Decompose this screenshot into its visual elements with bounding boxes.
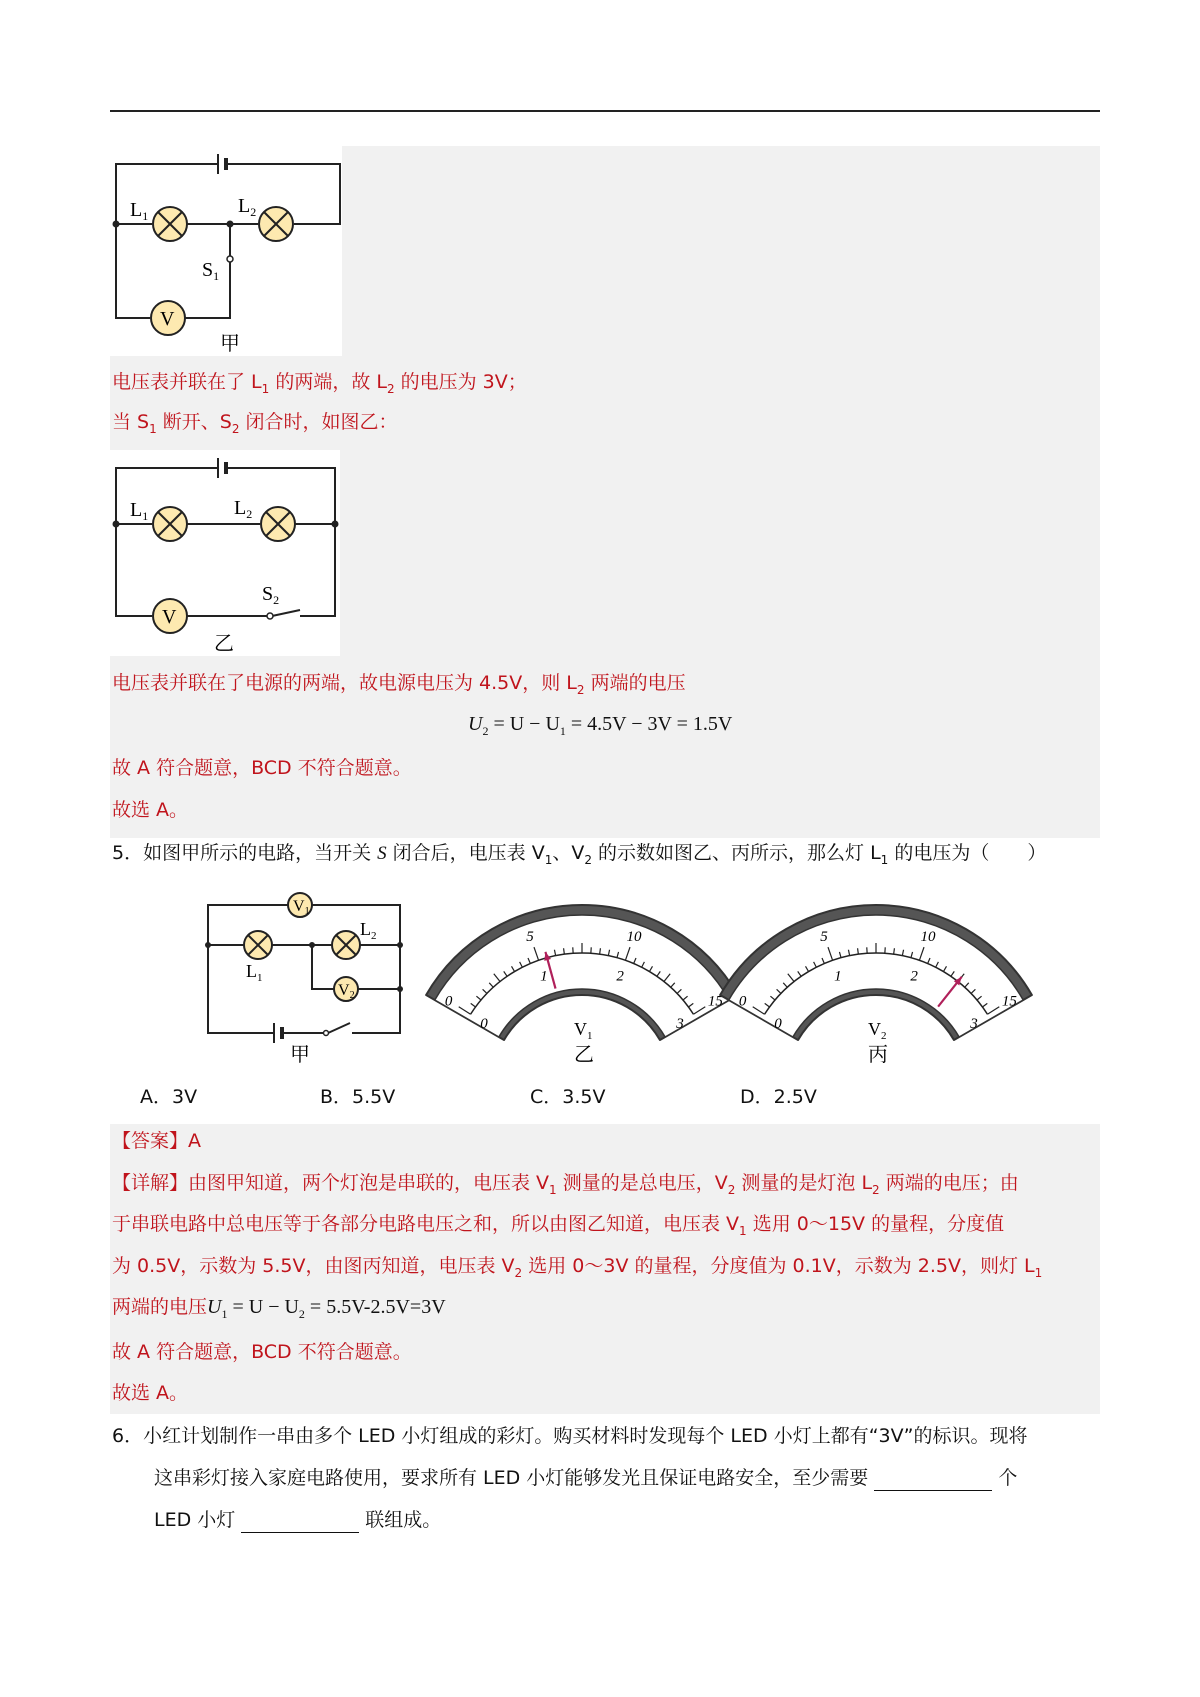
figure-yi-circuit bbox=[110, 450, 340, 656]
q6-line-2: 这串彩灯接入家庭电路使用，要求所有 LED 小灯能够发光且保证电路安全，至少需要 个 bbox=[154, 1467, 1018, 1489]
solution-line-5: 故选 A。 bbox=[112, 799, 189, 821]
solution-line-4: 故 A 符合题意，BCD 不符合题意。 bbox=[112, 757, 412, 779]
meter-v2-tick bbox=[894, 948, 895, 954]
meter-v2-outer-label: 0 bbox=[738, 993, 747, 1010]
meter-v1-inner-label: 0 bbox=[480, 1015, 488, 1032]
solution-line-1: 电压表并联在了 $L_1$ 的两端，故 $L_2$ 的电压为 3V； bbox=[112, 371, 527, 396]
q5-option-b[interactable]: B．5.5V bbox=[320, 1086, 396, 1108]
q5-detail-line-4: 两端的电压$U_1 = U - U_2 = 5.5V-2.5V=3V$ bbox=[112, 1296, 446, 1321]
q5-stem: 5．如图甲所示的电路，当开关 S 闭合后，电压表 $V_1$、$V_2$ 的示数如图乙、丙所示，那么灯 $L_1$ 的电压为（ ） bbox=[112, 842, 1047, 867]
voltmeter-v1-dial bbox=[444, 885, 723, 1066]
q6-blank-connection[interactable] bbox=[241, 1512, 359, 1533]
q5-l2-label: $L_2$ bbox=[360, 919, 377, 942]
q5-yi-caption: 乙 bbox=[574, 1044, 594, 1066]
meter-v1-tick bbox=[564, 948, 565, 954]
q5-bing-caption: 丙 bbox=[868, 1044, 888, 1066]
jia-s1-label: $S_1$ bbox=[202, 259, 220, 283]
q5-answer: 【答案】A bbox=[112, 1130, 201, 1152]
meter-v2-inner-label: 1 bbox=[834, 968, 842, 985]
meter-v2-outer-label: 5 bbox=[820, 928, 828, 945]
meter-v2-tick bbox=[858, 948, 859, 954]
meter-v2-inner-label: 2 bbox=[910, 968, 918, 985]
meter-v2-name: $V_2$ bbox=[868, 1019, 887, 1042]
header-rule bbox=[110, 110, 1100, 112]
q5-l1-label: $L_1$ bbox=[246, 961, 263, 984]
q5-figure-yi bbox=[444, 885, 723, 1066]
q5-figure-jia bbox=[200, 885, 410, 1065]
q5-v1-label: V1 bbox=[293, 898, 310, 917]
meter-v1-inner-label: 2 bbox=[616, 968, 624, 985]
meter-v2-inner-label: 3 bbox=[970, 1015, 978, 1032]
meter-v1-name: $V_1$ bbox=[574, 1019, 593, 1042]
meter-v1-outer-label: 0 bbox=[444, 993, 453, 1010]
meter-v1-inner-label: 1 bbox=[540, 968, 548, 985]
q5-circuit-diagram bbox=[200, 885, 410, 1065]
yi-s2-label: $S_2$ bbox=[262, 583, 280, 607]
solution-line-2: 当 $S_1$ 断开、$S_2$ 闭合时，如图乙： bbox=[112, 411, 398, 436]
q5-line-conclusion: 故 A 符合题意，BCD 不符合题意。 bbox=[112, 1341, 412, 1363]
voltmeter-v2-dial bbox=[738, 885, 1017, 1066]
q6-blank-count[interactable] bbox=[874, 1470, 992, 1491]
q5-line-choice: 故选 A。 bbox=[112, 1382, 189, 1404]
meter-v2-outer-label: 15 bbox=[1001, 993, 1017, 1010]
q5-option-a[interactable]: A．3V bbox=[140, 1086, 198, 1108]
q5-jia-caption: 甲 bbox=[290, 1044, 310, 1066]
meter-v2-inner-label: 0 bbox=[774, 1015, 782, 1032]
circuit-diagram-yi bbox=[110, 450, 340, 656]
figure-jia-circuit bbox=[110, 146, 342, 356]
q5-detail-line-3: 为 0.5V，示数为 5.5V，由图丙知道，电压表 $V_2$ 选用 0～3V 的量程，分度值为 0.1V，示数为 2.5V，则灯 $L_1$ bbox=[112, 1255, 1043, 1280]
q5-detail-line-1: 【详解】由图甲知道，两个灯泡是串联的，电压表 $V_1$ 测量的是总电压，$V_2$ 测量的是灯泡 $L_2$ 两端的电压；由 bbox=[112, 1172, 1019, 1197]
meter-v1-inner-label: 3 bbox=[676, 1015, 684, 1032]
jia-l2-label: $L_2$ bbox=[238, 195, 257, 219]
meter-v2-outer-label: 10 bbox=[920, 928, 936, 945]
jia-l1-label: $L_1$ bbox=[130, 199, 149, 223]
q5-option-d[interactable]: D．2.5V bbox=[740, 1086, 817, 1108]
q5-option-c[interactable]: C．3.5V bbox=[530, 1086, 606, 1108]
solution-formula: $U_2 = U - U_1 = 4.5V - 3V = 1.5V$ bbox=[468, 713, 733, 738]
meter-v1-tick bbox=[600, 948, 601, 954]
yi-l1-label: $L_1$ bbox=[130, 499, 149, 523]
yi-meter-label: V bbox=[162, 606, 177, 628]
meter-v1-outer-label: 5 bbox=[526, 928, 534, 945]
meter-v1-outer-label: 15 bbox=[707, 993, 723, 1010]
yi-l2-label: $L_2$ bbox=[234, 497, 253, 521]
q6-line-3: LED 小灯 联组成。 bbox=[154, 1509, 442, 1531]
yi-caption: 乙 bbox=[214, 633, 234, 655]
q5-v2-label: V2 bbox=[338, 982, 355, 1001]
solution-line-3: 电压表并联在了电源的两端，故电源电压为 4.5V，则 $L_2$ 两端的电压 bbox=[112, 672, 686, 697]
q5-figure-bing bbox=[738, 885, 1017, 1066]
circuit-diagram-jia bbox=[110, 146, 342, 356]
q5-detail-line-2: 于串联电路中总电压等于各部分电路电压之和，所以由图乙知道，电压表 $V_1$ 选用 0～15V 的量程，分度值 bbox=[112, 1213, 1005, 1238]
jia-caption: 甲 bbox=[220, 333, 240, 355]
jia-meter-label: V bbox=[160, 308, 175, 330]
meter-v1-outer-label: 10 bbox=[626, 928, 642, 945]
q6-line-1: 6．小红计划制作一串由多个 LED 小灯组成的彩灯。购买材料时发现每个 LED 小灯上都有“3V”的标识。现将 bbox=[112, 1425, 1028, 1447]
